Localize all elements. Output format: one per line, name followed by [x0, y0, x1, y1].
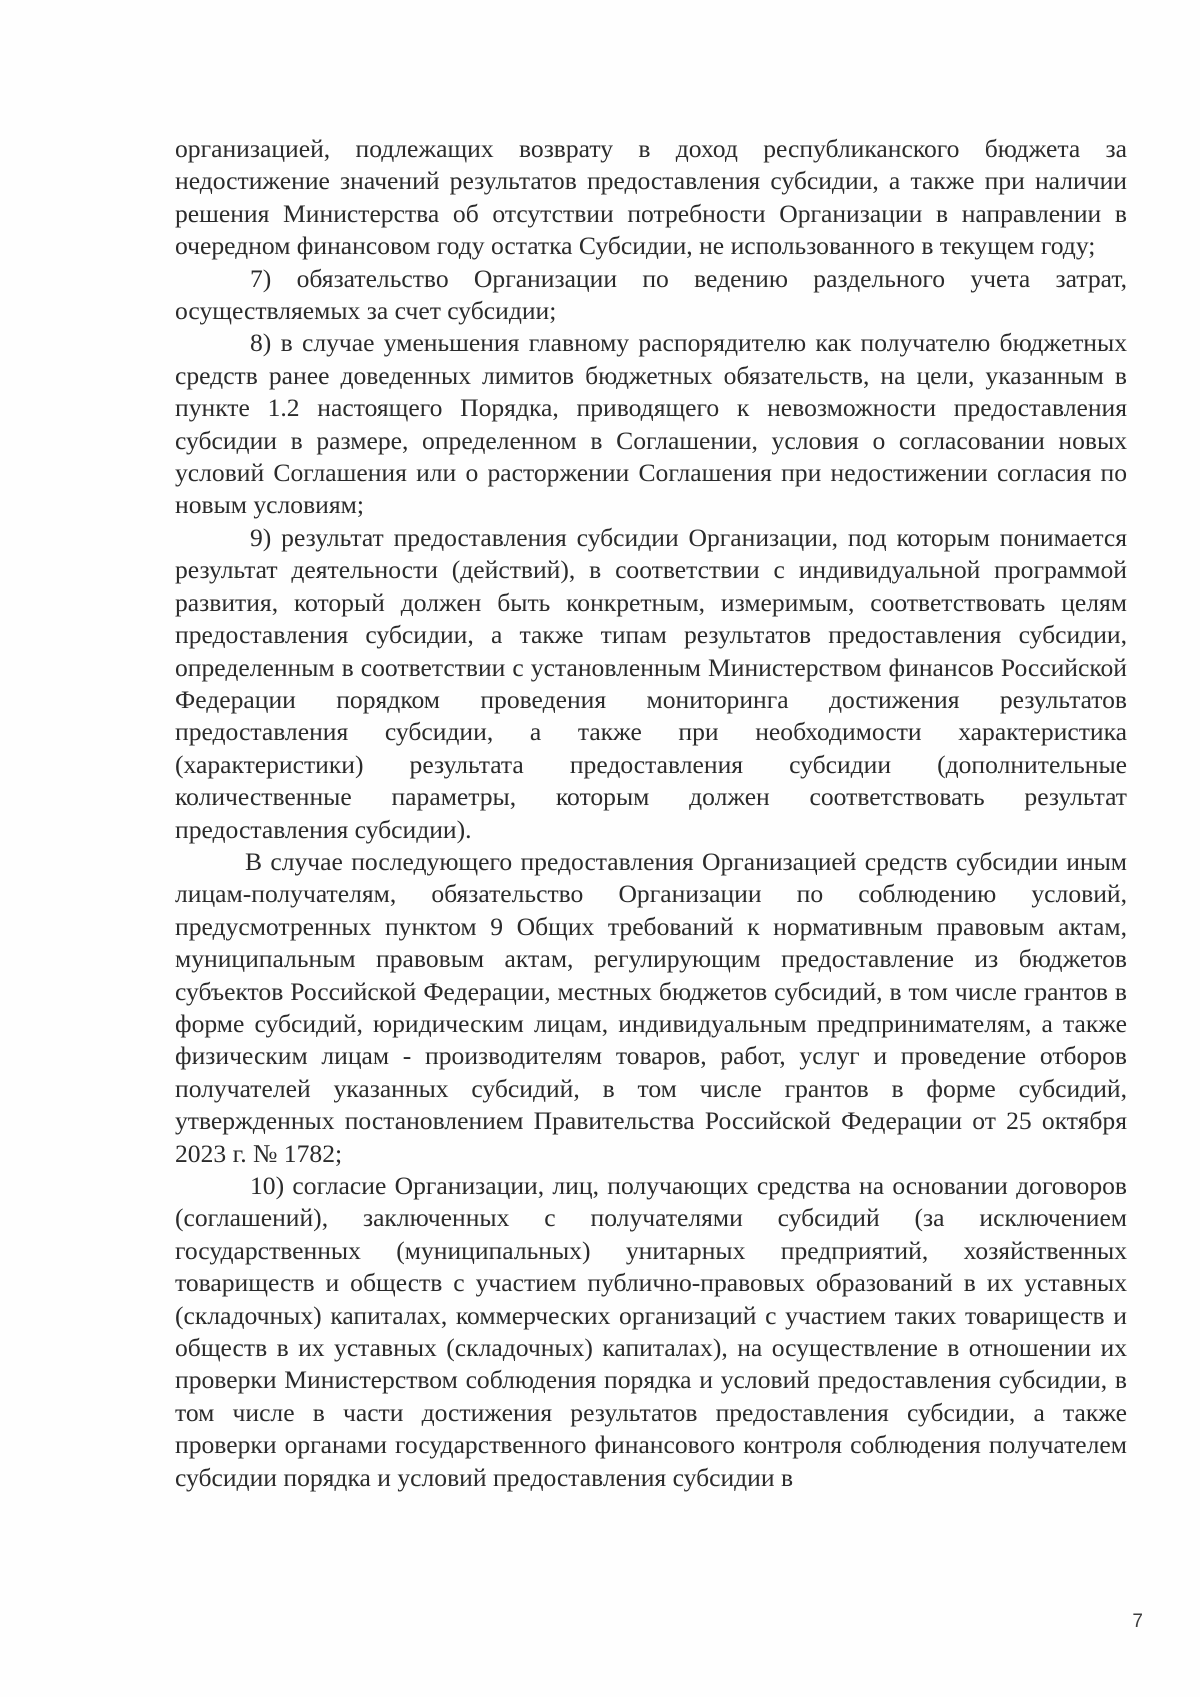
paragraph-subsidy-transfer: В случае последующего предоставления Организацией средств субсидии иным лицам-получателям, обязательство Организации по соблюдению условий, предусмотренных пунктом 9 Общих требований к нормативным правовым актам, муниципальным правовым актам, регулирующим предоставление из бюджетов субъектов Российской Федерации, местных бюджетов субсидий, в том числе грантов в форме субсидий, юридическим лицам, индивидуальным предпринимателям, а также физическим лицам - производителям товаров, работ, услуг и проведение отборов получателей указанных субсидий, в том числе грантов в форме субсидий, утвержденных постановлением Правительства Российской Федерации от 25 октября 2023 г. № 1782; [175, 846, 1127, 1168]
paragraph-item-8: 8) в случае уменьшения главному распорядителю как получателю бюджетных средств ранее доведенных лимитов бюджетных обязательств, на цели, указанным в пункте 1.2 настоящего Порядка, приводящего к невозможности предоставления субсидии в размере, определенном в Соглашении, условия о согласовании новых условий Соглашения или о расторжении Соглашения при недостижении согласия по новым условиям; [175, 328, 1127, 520]
paragraph-item-9: 9) результат предоставления субсидии Организации, под которым понимается результат деятельности (действий), в соответствии с индивидуальной программой развития, который должен быть конкретным, измеримым, соответствовать целям предоставления субсидии, а также типам результатов предоставления субсидии, определенным в соответствии с установленным Министерством финансов Российской Федерации порядком проведения мониторинга достижения результатов предоставления субсидии, а также при необходимости характеристика (характеристики) результата предоставления субсидии (дополнительные количественные параметры, которым должен соответствовать результат предоставления субсидии). [175, 522, 1127, 844]
document-body [175, 133, 1127, 1494]
paragraph-continuation: организацией, подлежащих возврату в доход республиканского бюджета за недостижение значений результатов предоставления субсидии, а также при наличии решения Министерства об отсутствии потребности Организации в направлении в очередном финансовом году остатка Субсидии, не использованного в текущем году; [175, 134, 1127, 261]
paragraph-item-7: 7) обязательство Организации по ведению раздельного учета затрат, осуществляемых за счет субсидии; [175, 263, 1127, 326]
page-number: 7 [1132, 1611, 1143, 1632]
paragraph-item-10: 10) согласие Организации, лиц, получающих средства на основании договоров (соглашений), заключенных с получателями субсидий (за исключением государственных (муниципальных) унитарных предприятий, хозяйственных товариществ и обществ с участием публично-правовых образований в их уставных (складочных) капиталах, коммерческих организаций с участием таких товариществ и обществ в их уставных (складочных) капиталах), на осуществление в отношении их проверки Министерством соблюдения порядка и условий предоставления субсидии, в том числе в части достижения результатов предоставления субсидии, а также проверки органами государственного финансового контроля соблюдения получателем субсидии порядка и условий предоставления субсидии в [175, 1171, 1127, 1492]
